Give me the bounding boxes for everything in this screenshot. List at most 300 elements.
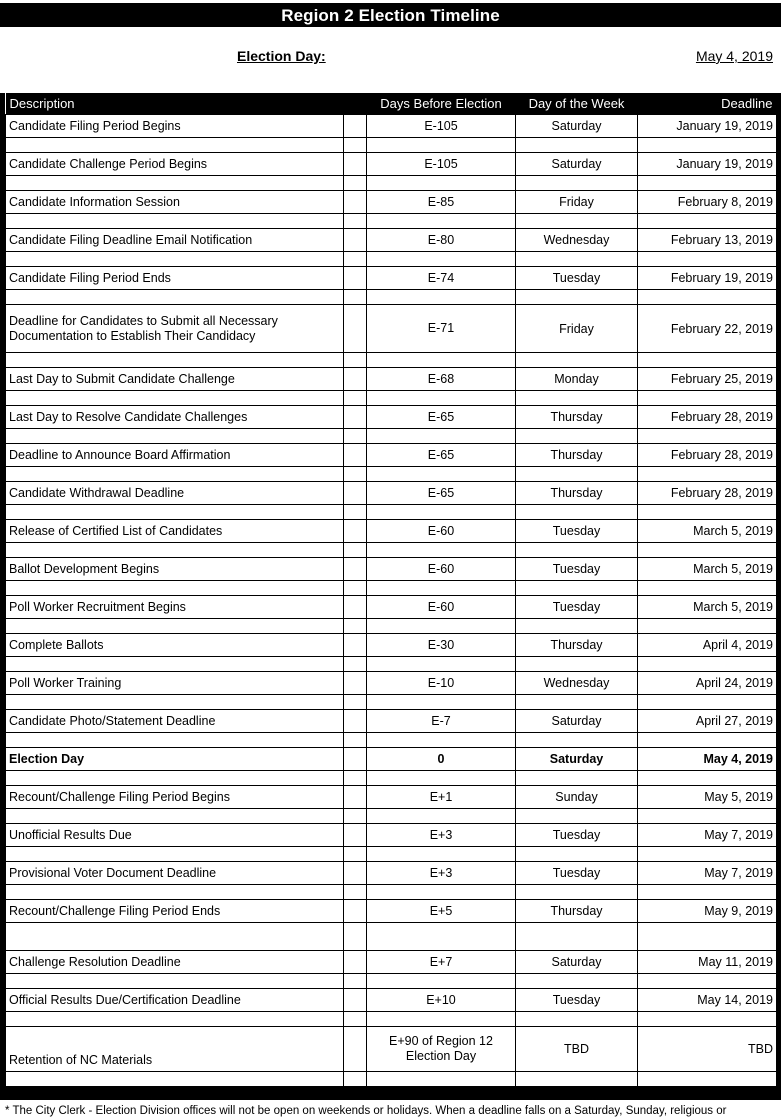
spacer-cell-desc [6,1012,344,1027]
table-spacer-row [6,214,777,229]
table-spacer-row [6,543,777,558]
spacer-cell-dead [638,733,777,748]
cell-description: Candidate Challenge Period Begins [6,153,344,176]
cell-spacer [344,482,367,505]
cell-description: Last Day to Resolve Candidate Challenges [6,406,344,429]
page-title: Region 2 Election Timeline [281,5,500,25]
cell-days-before-election: E+1 [367,786,516,809]
spacer-cell-dow [516,543,638,558]
spacer-cell-gap [344,214,367,229]
cell-description: Complete Ballots [6,634,344,657]
cell-day-of-the-week: Thursday [516,634,638,657]
spacer-cell-dow [516,885,638,900]
spacer-cell-dow [516,695,638,710]
table-spacer-row [6,771,777,786]
cell-day-of-the-week: TBD [516,1027,638,1072]
cell-description: Challenge Resolution Deadline [6,951,344,974]
spacer-cell-gap [344,1072,367,1087]
table-spacer-row [6,885,777,900]
cell-spacer [344,989,367,1012]
spacer-cell-days [367,1012,516,1027]
spacer-cell-desc [6,353,344,368]
bottom-black-bar [0,1087,781,1100]
spacer-cell-days [367,353,516,368]
cell-description: Recount/Challenge Filing Period Begins [6,786,344,809]
spacer-cell-desc [6,619,344,634]
cell-deadline: May 5, 2019 [638,786,777,809]
cell-days-before-election: E-85 [367,191,516,214]
spacer-cell-gap [344,290,367,305]
table-row[interactable] [6,710,777,733]
table-row[interactable] [6,558,777,581]
spacer-cell-gap [344,505,367,520]
cell-description: Election Day [6,748,344,771]
spacer-cell-desc [6,974,344,989]
cell-description: Last Day to Submit Candidate Challenge [6,368,344,391]
spacer-cell-dow [516,214,638,229]
cell-spacer [344,900,367,923]
cell-description: Candidate Filing Deadline Email Notification [6,229,344,252]
table-spacer-row [6,695,777,710]
spacer-cell-gap [344,847,367,862]
spacer-cell-dead [638,391,777,406]
spacer-cell-desc [6,581,344,596]
cell-days-before-election: E-105 [367,115,516,138]
cell-days-before-election: E-65 [367,406,516,429]
cell-spacer [344,634,367,657]
spacer-cell-desc [6,467,344,482]
cell-description: Poll Worker Training [6,672,344,695]
spacer-cell-gap [344,619,367,634]
table-spacer-row [6,467,777,482]
cell-deadline: TBD [638,1027,777,1072]
footnote: * The City Clerk - Election Division offices will not be open on weekends or holidays. When a deadline falls on a Saturday, Sunday, religious or [5,1105,727,1117]
spacer-cell-desc [6,214,344,229]
cell-day-of-the-week: Tuesday [516,989,638,1012]
table-row[interactable] [6,115,777,138]
spacer-cell-days [367,974,516,989]
spacer-cell-dead [638,1072,777,1087]
spacer-cell-desc [6,657,344,672]
spacer-cell-days [367,923,516,951]
cell-deadline: January 19, 2019 [638,153,777,176]
spacer-cell-gap [344,657,367,672]
cell-day-of-the-week: Saturday [516,115,638,138]
table-row[interactable] [6,1027,777,1072]
cell-spacer [344,951,367,974]
spacer-cell-dead [638,429,777,444]
spacer-cell-dead [638,809,777,824]
cell-deadline: February 22, 2019 [638,305,777,353]
table-spacer-row [6,733,777,748]
spacer-cell-dead [638,847,777,862]
spacer-cell-dow [516,391,638,406]
spacer-cell-desc [6,695,344,710]
column-header-deadline: Deadline [721,96,773,111]
cell-deadline: April 27, 2019 [638,710,777,733]
cell-spacer [344,406,367,429]
spacer-cell-dead [638,771,777,786]
cell-spacer [344,710,367,733]
spacer-cell-dead [638,252,777,267]
cell-days-before-election: E-71 [367,305,516,353]
spacer-cell-dow [516,252,638,267]
spacer-cell-gap [344,581,367,596]
cell-deadline: March 5, 2019 [638,596,777,619]
cell-days-before-election: E-80 [367,229,516,252]
table-row[interactable] [6,672,777,695]
spacer-cell-desc [6,885,344,900]
spacer-cell-dow [516,290,638,305]
spacer-cell-dow [516,657,638,672]
cell-description: Deadline for Candidates to Submit all Necessary Documentation to Establish Their Candidacy [6,305,344,353]
cell-day-of-the-week: Tuesday [516,267,638,290]
cell-days-before-election: E-10 [367,672,516,695]
spacer-cell-dead [638,923,777,951]
spacer-cell-days [367,657,516,672]
spacer-cell-desc [6,733,344,748]
column-header-days-before-election: Days Before Election [380,96,502,111]
cell-day-of-the-week: Tuesday [516,862,638,885]
table-row[interactable] [6,634,777,657]
spacer-cell-dow [516,809,638,824]
cell-days-before-election: E-65 [367,444,516,467]
spacer-cell-dead [638,1012,777,1027]
table-row[interactable] [6,596,777,619]
cell-deadline: January 19, 2019 [638,115,777,138]
cell-description: Recount/Challenge Filing Period Ends [6,900,344,923]
cell-days-before-election: E+10 [367,989,516,1012]
spacer-cell-days [367,138,516,153]
spacer-cell-desc [6,429,344,444]
spacer-cell-dead [638,657,777,672]
table-row[interactable] [6,444,777,467]
spacer-cell-dead [638,543,777,558]
spacer-cell-dow [516,619,638,634]
spacer-cell-gap [344,176,367,191]
cell-description: Ballot Development Begins [6,558,344,581]
cell-day-of-the-week: Sunday [516,786,638,809]
cell-day-of-the-week: Tuesday [516,558,638,581]
cell-days-before-election: E+5 [367,900,516,923]
cell-spacer [344,862,367,885]
spacer-cell-desc [6,847,344,862]
spacer-cell-gap [344,391,367,406]
cell-days-before-election: E-105 [367,153,516,176]
spacer-cell-days [367,771,516,786]
table-spacer-row [6,657,777,672]
spacer-cell-desc [6,176,344,191]
document-title-bar [0,3,781,27]
spacer-cell-days [367,252,516,267]
spacer-cell-dow [516,847,638,862]
spacer-cell-days [367,176,516,191]
table-spacer-row [6,353,777,368]
table-header-row [6,93,777,115]
table-row[interactable] [6,368,777,391]
cell-deadline: May 7, 2019 [638,862,777,885]
spacer-cell-days [367,391,516,406]
table-row[interactable] [6,989,777,1012]
spacer-cell-dead [638,974,777,989]
cell-deadline: March 5, 2019 [638,520,777,543]
spacer-cell-dead [638,214,777,229]
cell-description: Retention of NC Materials [6,1027,344,1072]
cell-day-of-the-week: Saturday [516,748,638,771]
cell-description: Release of Certified List of Candidates [6,520,344,543]
cell-description: Candidate Photo/Statement Deadline [6,710,344,733]
cell-deadline: February 19, 2019 [638,267,777,290]
spacer-cell-days [367,733,516,748]
spacer-cell-dead [638,353,777,368]
cell-spacer [344,153,367,176]
spacer-cell-dead [638,885,777,900]
spacer-cell-gap [344,923,367,951]
spacer-cell-dow [516,1072,638,1087]
cell-description: Poll Worker Recruitment Begins [6,596,344,619]
spacer-cell-desc [6,252,344,267]
table-body [6,115,777,1087]
table-row[interactable] [6,520,777,543]
spacer-cell-dow [516,505,638,520]
spacer-cell-dow [516,1012,638,1027]
cell-day-of-the-week: Friday [516,305,638,353]
spacer-cell-dead [638,176,777,191]
cell-description: Candidate Information Session [6,191,344,214]
spacer-cell-dow [516,353,638,368]
spacer-cell-desc [6,771,344,786]
table-header [6,93,777,115]
cell-spacer [344,229,367,252]
cell-days-before-election: E+3 [367,862,516,885]
spacer-cell-days [367,695,516,710]
table-spacer-row [6,1012,777,1027]
cell-day-of-the-week: Tuesday [516,520,638,543]
cell-days-before-election: E-60 [367,558,516,581]
cell-spacer [344,115,367,138]
spacer-cell-desc [6,1072,344,1087]
cell-days-before-election: E-74 [367,267,516,290]
cell-day-of-the-week: Saturday [516,951,638,974]
cell-description: Candidate Withdrawal Deadline [6,482,344,505]
table-spacer-row [6,176,777,191]
cell-deadline: April 24, 2019 [638,672,777,695]
spacer-cell-dow [516,733,638,748]
cell-spacer [344,267,367,290]
cell-deadline: February 28, 2019 [638,482,777,505]
election-day-subheader [0,48,781,74]
cell-spacer [344,444,367,467]
spacer-cell-dow [516,176,638,191]
spacer-cell-desc [6,809,344,824]
table-spacer-row [6,619,777,634]
cell-spacer [344,558,367,581]
cell-days-before-election: E-60 [367,520,516,543]
table-spacer-row [6,923,777,951]
cell-spacer [344,672,367,695]
cell-days-before-election: E-7 [367,710,516,733]
cell-deadline: May 14, 2019 [638,989,777,1012]
spacer-cell-gap [344,1012,367,1027]
spacer-cell-days [367,290,516,305]
table-spacer-row [6,809,777,824]
spacer-cell-days [367,581,516,596]
spacer-cell-days [367,847,516,862]
table-spacer-row [6,290,777,305]
table-row[interactable] [6,229,777,252]
spacer-cell-dead [638,138,777,153]
table-spacer-row [6,1072,777,1087]
cell-spacer [344,786,367,809]
spacer-cell-gap [344,974,367,989]
cell-days-before-election: E-30 [367,634,516,657]
spacer-cell-days [367,809,516,824]
table-row[interactable] [6,900,777,923]
cell-day-of-the-week: Tuesday [516,824,638,847]
spacer-cell-gap [344,733,367,748]
table-row[interactable] [6,824,777,847]
spacer-cell-desc [6,290,344,305]
cell-spacer [344,824,367,847]
cell-deadline: May 4, 2019 [638,748,777,771]
spacer-cell-gap [344,543,367,558]
cell-deadline: February 8, 2019 [638,191,777,214]
table-spacer-row [6,581,777,596]
spacer-cell-dow [516,429,638,444]
column-header-spacer [344,93,367,115]
spacer-cell-dow [516,138,638,153]
spacer-cell-desc [6,543,344,558]
cell-day-of-the-week: Saturday [516,153,638,176]
cell-spacer [344,305,367,353]
spacer-cell-gap [344,429,367,444]
cell-day-of-the-week: Thursday [516,444,638,467]
spacer-cell-dead [638,290,777,305]
cell-description: Candidate Filing Period Begins [6,115,344,138]
table-row[interactable] [6,406,777,429]
cell-deadline: April 4, 2019 [638,634,777,657]
cell-days-before-election: E+7 [367,951,516,974]
cell-days-before-election: E-65 [367,482,516,505]
cell-day-of-the-week: Thursday [516,406,638,429]
spacer-cell-desc [6,138,344,153]
cell-spacer [344,191,367,214]
cell-spacer [344,1027,367,1072]
cell-spacer [344,748,367,771]
spacer-cell-days [367,214,516,229]
table-spacer-row [6,252,777,267]
table-row[interactable] [6,305,777,353]
spacer-cell-days [367,505,516,520]
spacer-cell-gap [344,138,367,153]
cell-deadline: May 11, 2019 [638,951,777,974]
spacer-cell-gap [344,252,367,267]
cell-days-before-election: E-60 [367,596,516,619]
cell-description: Official Results Due/Certification Deadline [6,989,344,1012]
cell-spacer [344,368,367,391]
spacer-cell-desc [6,505,344,520]
table-spacer-row [6,847,777,862]
cell-deadline: March 5, 2019 [638,558,777,581]
cell-deadline: February 13, 2019 [638,229,777,252]
cell-day-of-the-week: Tuesday [516,596,638,619]
table-row[interactable] [6,748,777,771]
spacer-cell-dow [516,923,638,951]
spacer-cell-dow [516,581,638,596]
spacer-cell-days [367,429,516,444]
spacer-cell-days [367,467,516,482]
table-row[interactable] [6,786,777,809]
timeline-table-wrapper [0,93,781,1087]
table-spacer-row [6,505,777,520]
spacer-cell-days [367,619,516,634]
spacer-cell-dow [516,771,638,786]
cell-days-before-election: E+3 [367,824,516,847]
spacer-cell-gap [344,809,367,824]
spacer-cell-gap [344,467,367,482]
spacer-cell-gap [344,885,367,900]
spacer-cell-desc [6,391,344,406]
cell-days-before-election: E+90 of Region 12 Election Day [367,1027,516,1072]
table-spacer-row [6,429,777,444]
cell-day-of-the-week: Friday [516,191,638,214]
table-row[interactable] [6,862,777,885]
election-day-date: May 4, 2019 [695,48,773,64]
spacer-cell-dead [638,467,777,482]
table-row[interactable] [6,482,777,505]
cell-description: Provisional Voter Document Deadline [6,862,344,885]
spacer-cell-dow [516,467,638,482]
table-row[interactable] [6,951,777,974]
table-spacer-row [6,391,777,406]
spacer-cell-gap [344,695,367,710]
election-timeline-table [5,93,777,1087]
spacer-cell-gap [344,771,367,786]
cell-deadline: February 25, 2019 [638,368,777,391]
spacer-cell-dead [638,619,777,634]
spacer-cell-days [367,885,516,900]
table-row[interactable] [6,153,777,176]
spacer-cell-days [367,543,516,558]
spacer-cell-desc [6,923,344,951]
table-spacer-row [6,138,777,153]
cell-deadline: February 28, 2019 [638,444,777,467]
spacer-cell-dead [638,581,777,596]
cell-spacer [344,596,367,619]
election-day-label: Election Day: [237,48,326,64]
cell-description: Unofficial Results Due [6,824,344,847]
cell-days-before-election: E-68 [367,368,516,391]
column-header-day-of-the-week: Day of the Week [528,96,625,111]
cell-spacer [344,520,367,543]
cell-description: Deadline to Announce Board Affirmation [6,444,344,467]
cell-day-of-the-week: Wednesday [516,229,638,252]
cell-day-of-the-week: Saturday [516,710,638,733]
table-row[interactable] [6,267,777,290]
cell-deadline: May 9, 2019 [638,900,777,923]
spacer-cell-dead [638,695,777,710]
spacer-cell-dead [638,505,777,520]
cell-days-before-election: 0 [367,748,516,771]
cell-day-of-the-week: Wednesday [516,672,638,695]
spacer-cell-gap [344,353,367,368]
cell-deadline: February 28, 2019 [638,406,777,429]
spacer-cell-dow [516,974,638,989]
table-row[interactable] [6,191,777,214]
cell-day-of-the-week: Thursday [516,482,638,505]
spacer-cell-days [367,1072,516,1087]
column-header-description: Description [9,96,75,111]
